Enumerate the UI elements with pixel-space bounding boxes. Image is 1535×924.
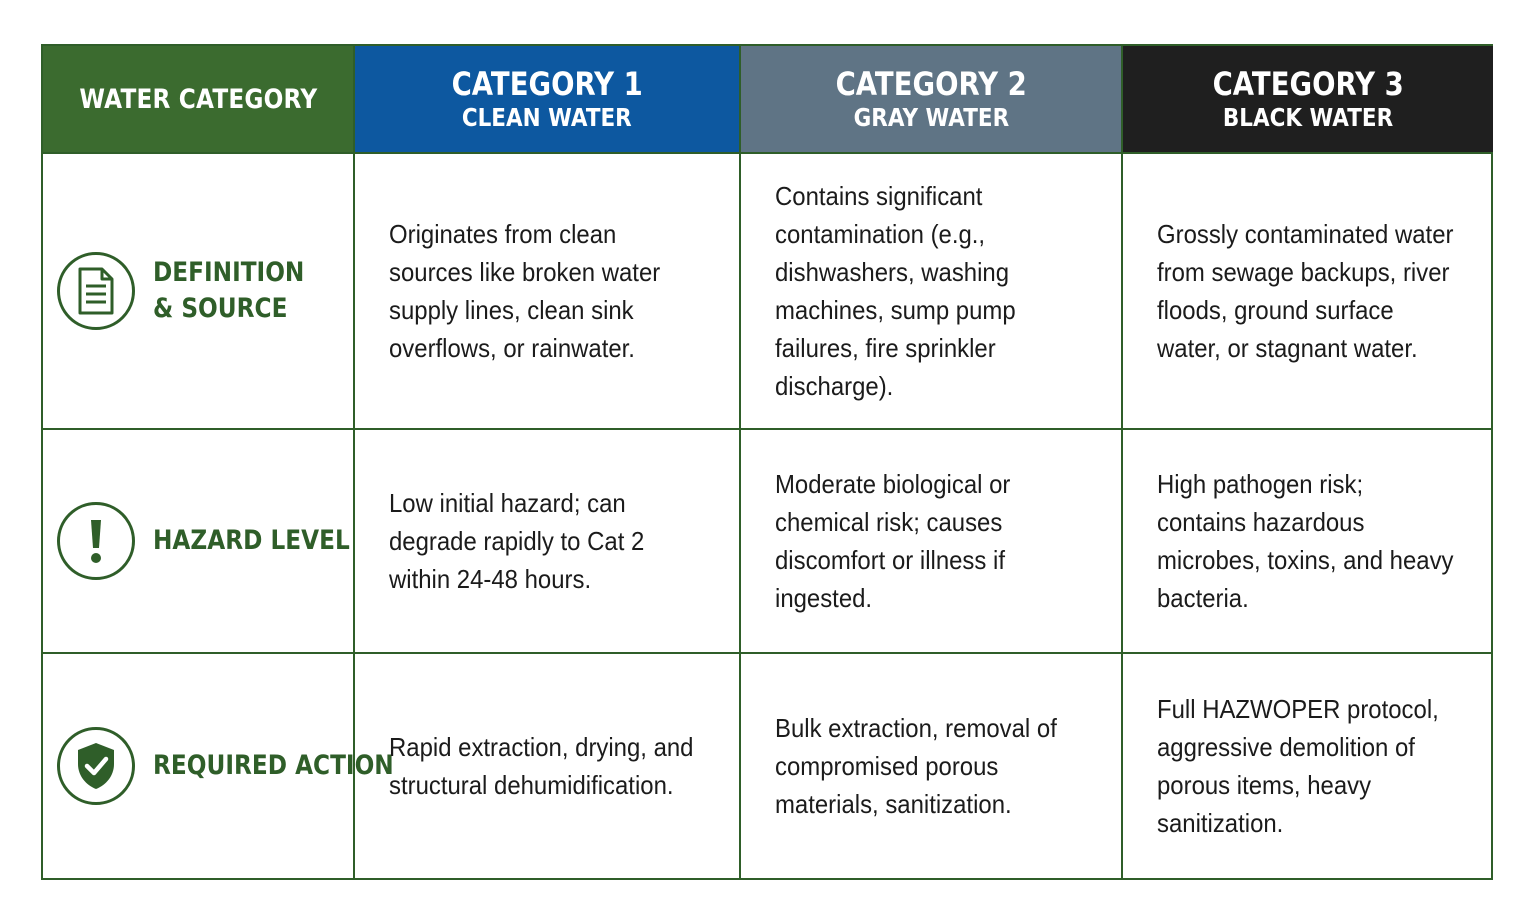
header-category-1 (355, 46, 741, 154)
shield-check-icon (57, 727, 135, 805)
header-category-3-title: CATEGORY 3 (1212, 65, 1404, 103)
cell-cat1-action (355, 654, 741, 878)
cell-text: Originates from clean sources like broken water supply lines, clean sink overflows, or rainwater. (389, 219, 661, 363)
exclamation-icon (57, 502, 135, 580)
row-label-definition-source (43, 154, 355, 430)
header-category-1-title: CATEGORY 1 (451, 65, 643, 103)
cell-text: Contains significant contamination (e.g., dishwashers, washing machines, sump pump failures, fire sprinkler discharge). (775, 181, 1016, 401)
document-icon (57, 252, 135, 330)
water-category-table (41, 44, 1493, 880)
header-water-category (43, 46, 355, 154)
row-label-required-action (43, 654, 394, 878)
cell-text: Full HAZWOPER protocol, aggressive demolition of porous items, heavy sanitization. (1157, 694, 1439, 838)
cell-cat2-hazard (741, 430, 1123, 654)
cell-cat3-definition (1123, 154, 1493, 430)
cell-text: Grossly contaminated water from sewage backups, river floods, ground surface water, or stagnant water. (1157, 219, 1454, 363)
row-label-hazard-level (43, 430, 355, 654)
header-category-2-subtitle: GRAY WATER (853, 103, 1009, 132)
header-category-3 (1123, 46, 1493, 154)
cell-text: Low initial hazard; can degrade rapidly to Cat 2 within 24-48 hours. (389, 488, 645, 594)
cell-text: Moderate biological or chemical risk; causes discomfort or illness if ingested. (775, 469, 1011, 613)
cell-cat2-definition (741, 154, 1123, 430)
cell-text: Rapid extraction, drying, and structural dehumidification. (389, 732, 694, 800)
row-label-text: HAZARD LEVEL (153, 525, 350, 556)
header-category-1-subtitle: CLEAN WATER (462, 103, 632, 132)
header-category-2-title: CATEGORY 2 (835, 65, 1027, 103)
cell-cat2-action (741, 654, 1123, 878)
cell-cat3-hazard (1123, 430, 1493, 654)
row-label-text: DEFINITION & SOURCE (153, 257, 305, 324)
header-category-2 (741, 46, 1123, 154)
cell-text: High pathogen risk; contains hazardous microbes, toxins, and heavy bacteria. (1157, 469, 1454, 613)
header-first-col-label: WATER CATEGORY (79, 83, 317, 115)
cell-cat1-hazard (355, 430, 741, 654)
row-label-text: REQUIRED ACTION (153, 750, 394, 781)
cell-text: Bulk extraction, removal of compromised porous materials, sanitization. (775, 713, 1057, 819)
cell-cat1-definition (355, 154, 741, 430)
header-category-3-subtitle: BLACK WATER (1222, 103, 1394, 132)
cell-cat3-action (1123, 654, 1493, 878)
